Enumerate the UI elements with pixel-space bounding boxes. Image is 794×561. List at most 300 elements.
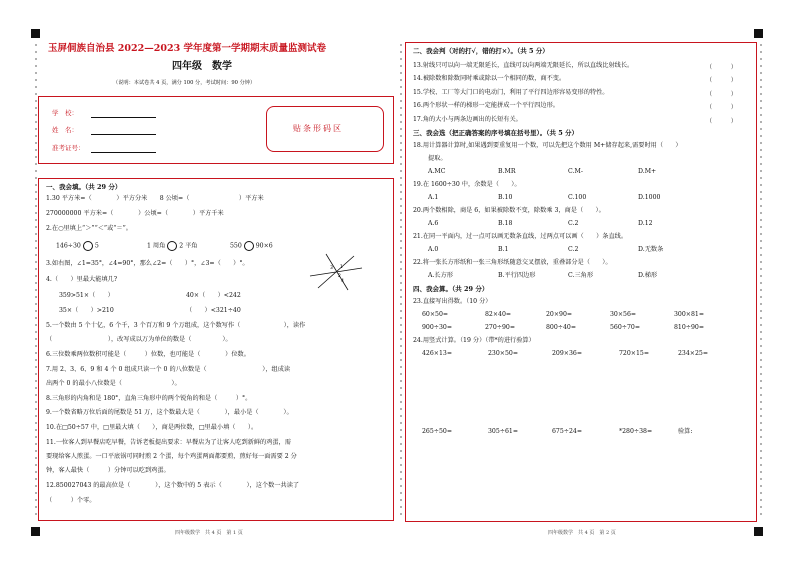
question-16: 16.两个形状一样的梯形一定能拼成一个平行四边形。 <box>413 102 559 109</box>
binding-dot <box>760 93 762 95</box>
option[interactable]: A.MC <box>428 168 446 175</box>
question-1a: 1.30 平方米=（ ）平方分米 8 公顷=（ ）平方米 <box>46 195 264 202</box>
question-4b: 40×（ ）<242 <box>186 292 241 299</box>
binding-dot <box>35 100 37 102</box>
exam-title: 玉屏侗族自治县 2022—2023 学年度第一学期期末质量监测试卷 <box>48 43 326 54</box>
option[interactable]: A.6 <box>428 220 439 227</box>
option[interactable]: D.1000 <box>638 194 661 201</box>
question-6: 6.三位数乘两位数积可能是（ ）位数，也可能是（ ）位数。 <box>46 351 250 358</box>
binding-dot <box>400 184 402 186</box>
binding-dot <box>400 513 402 515</box>
binding-dot <box>35 177 37 179</box>
binding-dot <box>760 450 762 452</box>
question-23: 23.直接写出得数。（10 分） <box>413 298 492 305</box>
question-17: 17.角的大小与两条边画出的长短有关。 <box>413 116 522 123</box>
binding-dot <box>400 261 402 263</box>
calc-item: 426×13= <box>422 350 453 357</box>
svg-text:4: 4 <box>341 279 344 284</box>
binding-dot <box>35 408 37 410</box>
binding-dot <box>35 422 37 424</box>
binding-dot <box>400 289 402 291</box>
binding-dot <box>760 142 762 144</box>
binding-dot <box>35 44 37 46</box>
binding-dot <box>760 464 762 466</box>
binding-dot <box>35 156 37 158</box>
binding-dot <box>400 79 402 81</box>
math-item: 82×40= <box>485 311 512 318</box>
binding-dot <box>35 107 37 109</box>
binding-dot <box>760 289 762 291</box>
binding-dot <box>400 212 402 214</box>
binding-dot <box>760 177 762 179</box>
calc-item: 209×36= <box>552 350 583 357</box>
registration-mark <box>754 527 763 536</box>
binding-dot <box>400 240 402 242</box>
id-label: 准考证号： <box>52 144 85 152</box>
math-item: 900÷30= <box>422 324 453 331</box>
binding-dot <box>35 72 37 74</box>
binding-dot <box>400 387 402 389</box>
option[interactable]: D.无数条 <box>638 246 664 253</box>
question-21: 21.在同一平面内，过一点可以画无数条直线，过两点可以画（ ）条直线。 <box>413 233 628 240</box>
binding-dot <box>35 142 37 144</box>
binding-dot <box>400 135 402 137</box>
question-9: 9.一个数省略万位后面的尾数是 51 万，这个数最大是（ ），最小是（ ）。 <box>46 409 293 416</box>
option[interactable]: A.1 <box>428 194 439 201</box>
binding-dot <box>35 86 37 88</box>
binding-dot <box>400 170 402 172</box>
binding-dot <box>760 254 762 256</box>
binding-dot <box>760 296 762 298</box>
binding-dot <box>760 79 762 81</box>
exam-note: （说明：本试卷共 4 页，满分 100 分，考试时间：90 分钟） <box>113 80 256 86</box>
binding-dot <box>400 352 402 354</box>
binding-dot <box>35 247 37 249</box>
binding-dot <box>400 485 402 487</box>
registration-mark <box>31 29 40 38</box>
calc-item: 230×50= <box>488 350 519 357</box>
binding-dot <box>400 44 402 46</box>
binding-dot <box>400 464 402 466</box>
binding-dot <box>400 492 402 494</box>
binding-dot <box>35 513 37 515</box>
binding-dot <box>760 359 762 361</box>
compare-circle[interactable] <box>83 241 93 251</box>
binding-dot <box>35 219 37 221</box>
student-info-box <box>38 96 394 164</box>
binding-dot <box>35 478 37 480</box>
option[interactable]: B.平行四边形 <box>498 272 536 279</box>
binding-dot <box>760 184 762 186</box>
option[interactable]: B.10 <box>498 194 513 201</box>
binding-dot <box>400 72 402 74</box>
option[interactable]: C.M- <box>568 168 583 175</box>
question-4d: （ ）<321÷40 <box>186 307 241 314</box>
question-3: 3.如右图，∠1=35°，∠4=90°，那么∠2=（ ）°，∠3=（ ）°。 <box>46 260 249 267</box>
angle-figure <box>308 252 364 292</box>
binding-dot <box>35 492 37 494</box>
binding-dot <box>760 394 762 396</box>
binding-dot <box>400 65 402 67</box>
binding-dot <box>760 128 762 130</box>
section-heading: 一、我会填。（共 29 分） <box>46 183 122 191</box>
binding-dot <box>400 93 402 95</box>
section-heading: 二、我会判（对的打√，错的打×）。（共 5 分） <box>413 47 549 55</box>
binding-dot <box>760 387 762 389</box>
binding-dot <box>760 51 762 53</box>
question-7a: 7.用 2、3、6、9 和 4 个 0 组成只读一个 0 的八位数是（ ），组成读 <box>46 366 291 373</box>
answer-blank[interactable]: （ ） <box>706 118 737 125</box>
question-12b: （ ）个零。 <box>46 497 96 504</box>
binding-dot <box>760 436 762 438</box>
registration-mark <box>31 527 40 536</box>
binding-dot <box>400 366 402 368</box>
binding-dot <box>760 408 762 410</box>
binding-dot <box>400 226 402 228</box>
binding-dot <box>760 65 762 67</box>
binding-dot <box>760 401 762 403</box>
binding-dot <box>400 254 402 256</box>
binding-dot <box>35 331 37 333</box>
question-22: 22.将一张长方形纸和一张三角形纸随意交叉摆放，重叠部分是（ ）。 <box>413 259 612 266</box>
binding-dot <box>760 471 762 473</box>
page-footer: 四年级数学 共 4 页 第 1 页 <box>175 530 243 536</box>
option[interactable]: B.MR <box>498 168 516 175</box>
calc-item: 675÷24= <box>552 428 583 435</box>
question-14: 14.被除数和除数同时乘或除以一个相同的数，商不变。 <box>413 75 566 82</box>
binding-dot <box>760 282 762 284</box>
compare-right: 90×6 <box>255 242 273 250</box>
binding-dot <box>35 135 37 137</box>
binding-dot <box>760 100 762 102</box>
binding-dot <box>400 282 402 284</box>
binding-dot <box>760 303 762 305</box>
binding-dot <box>35 114 37 116</box>
binding-dot <box>35 415 37 417</box>
binding-dot <box>760 247 762 249</box>
binding-dot <box>35 170 37 172</box>
binding-dot <box>400 58 402 60</box>
answer-blank[interactable]: （ ） <box>706 77 737 84</box>
binding-dot <box>35 205 37 207</box>
binding-dot <box>760 268 762 270</box>
binding-dot <box>760 513 762 515</box>
binding-dot <box>35 387 37 389</box>
binding-dot <box>760 310 762 312</box>
math-item: 810÷90= <box>674 324 705 331</box>
binding-dot <box>35 93 37 95</box>
binding-dot <box>400 198 402 200</box>
binding-dot <box>400 345 402 347</box>
option[interactable]: B.18 <box>498 220 513 227</box>
option[interactable]: B.1 <box>498 246 509 253</box>
binding-dot <box>35 338 37 340</box>
question-11a: 11.一位客人到早餐店吃早餐，告诉老板提出要求：早餐店为了让客人吃到新鲜的鸡蛋，需 <box>46 439 291 446</box>
binding-dot <box>400 331 402 333</box>
binding-dot <box>400 338 402 340</box>
binding-dot <box>400 100 402 102</box>
binding-dot <box>400 303 402 305</box>
math-item: 20×90= <box>546 311 573 318</box>
binding-dot <box>760 499 762 501</box>
compare-left: 550 <box>230 242 242 250</box>
binding-dot <box>400 471 402 473</box>
binding-dot <box>35 163 37 165</box>
binding-dot <box>400 380 402 382</box>
binding-dot <box>35 275 37 277</box>
answer-blank[interactable]: （ ） <box>706 64 737 71</box>
barcode-area <box>266 106 384 152</box>
binding-dot <box>760 261 762 263</box>
binding-dot <box>35 464 37 466</box>
binding-dot <box>760 457 762 459</box>
svg-text:2: 2 <box>338 274 341 279</box>
binding-dot <box>400 268 402 270</box>
compare-right: 2 平角 <box>179 242 198 250</box>
answer-blank[interactable]: （ ） <box>706 104 737 111</box>
math-item: 30×56= <box>610 311 637 318</box>
question-4a: 359>51×（ ） <box>59 292 114 299</box>
binding-dot <box>400 422 402 424</box>
math-item: 270÷90= <box>485 324 516 331</box>
question-18a: 18.用计算器计算时,如果遇到要重复用一个数，可以先把这个数用 M+储存起来,需要时用（ ） <box>413 142 682 149</box>
question-24: 24.用竖式计算。（19 分）（带*的进行验算） <box>413 337 535 344</box>
binding-dot <box>400 247 402 249</box>
binding-dot <box>400 373 402 375</box>
binding-dot <box>400 205 402 207</box>
binding-dot <box>35 366 37 368</box>
binding-dot <box>400 394 402 396</box>
math-item: 300×81= <box>674 311 705 318</box>
binding-dot <box>400 443 402 445</box>
question-4: 4.（ ）里最大能填几? <box>46 276 118 283</box>
binding-dot <box>760 422 762 424</box>
binding-dot <box>35 506 37 508</box>
option[interactable]: D.M+ <box>638 168 657 175</box>
page-footer: 四年级数学 共 4 页 第 2 页 <box>548 530 616 536</box>
calc-item: 234×25= <box>678 350 709 357</box>
binding-dot <box>760 380 762 382</box>
binding-dot <box>760 443 762 445</box>
binding-dot <box>35 310 37 312</box>
answer-blank[interactable]: （ ） <box>706 91 737 98</box>
question-4c: 35×（ ）>210 <box>59 307 114 314</box>
binding-dot <box>35 65 37 67</box>
binding-dot <box>760 492 762 494</box>
binding-dot <box>35 184 37 186</box>
compare-circle[interactable] <box>167 241 177 251</box>
binding-dot <box>760 72 762 74</box>
binding-dot <box>400 310 402 312</box>
binding-dot <box>400 429 402 431</box>
compare-left: 146÷30 <box>56 242 81 250</box>
question-1b: 270000000 平方米=（ ）公顷=（ ）平方千米 <box>46 210 224 217</box>
exam-subject: 四年级 数学 <box>172 61 232 72</box>
binding-dot <box>400 233 402 235</box>
question-19: 19.在 1600÷30 中，余数是（ ）。 <box>413 181 521 188</box>
binding-dot <box>400 478 402 480</box>
binding-dot <box>760 226 762 228</box>
name-field[interactable] <box>91 134 156 135</box>
calc-item: 265÷50= <box>422 428 453 435</box>
question-7b: 出两个 0 的最小八位数是（ ）。 <box>46 380 181 387</box>
binding-dot <box>35 457 37 459</box>
binding-dot <box>35 212 37 214</box>
binding-dot <box>35 191 37 193</box>
binding-dot <box>760 44 762 46</box>
binding-dot <box>35 380 37 382</box>
binding-dot <box>400 128 402 130</box>
question-2: 2.在○里填上“＞”“＜”或“＝”。 <box>46 225 132 232</box>
binding-dot <box>760 366 762 368</box>
binding-dot <box>760 352 762 354</box>
binding-dot <box>35 359 37 361</box>
option[interactable]: C.三角形 <box>568 272 594 279</box>
binding-dot <box>760 478 762 480</box>
binding-dot <box>400 506 402 508</box>
school-field[interactable] <box>91 117 156 118</box>
binding-dot <box>35 352 37 354</box>
question-20: 20.两个数相除，商是 6，如果被除数不变，除数乘 3，商是（ ）。 <box>413 207 605 214</box>
binding-dot <box>400 149 402 151</box>
binding-dot <box>35 282 37 284</box>
option[interactable]: C.100 <box>568 194 587 201</box>
binding-dot <box>35 261 37 263</box>
option[interactable]: D.12 <box>638 220 653 227</box>
binding-dot <box>35 233 37 235</box>
binding-dot <box>400 415 402 417</box>
option[interactable]: D.梯形 <box>638 272 658 279</box>
binding-dot <box>35 51 37 53</box>
binding-dot <box>35 324 37 326</box>
binding-dot <box>35 373 37 375</box>
binding-dot <box>400 156 402 158</box>
binding-dot <box>35 226 37 228</box>
binding-dot <box>35 79 37 81</box>
binding-dot <box>760 233 762 235</box>
binding-dot <box>760 317 762 319</box>
id-field[interactable] <box>91 152 156 153</box>
binding-dot <box>400 191 402 193</box>
svg-text:3: 3 <box>330 266 333 271</box>
option[interactable]: A.长方形 <box>428 272 453 279</box>
binding-dot <box>35 240 37 242</box>
binding-dot <box>760 135 762 137</box>
binding-dot <box>35 289 37 291</box>
binding-dot <box>400 408 402 410</box>
binding-dot <box>760 429 762 431</box>
binding-dot <box>400 499 402 501</box>
question-11c: 钟，客人最快（ ）分钟可以吃到鸡蛋。 <box>46 467 170 474</box>
binding-dot <box>35 436 37 438</box>
binding-dot <box>35 254 37 256</box>
binding-dot <box>760 324 762 326</box>
binding-dot <box>760 205 762 207</box>
question-13: 13.射线只可以向一端无限延长，直线可以向两端无限延长，所以直线比射线长。 <box>413 62 634 69</box>
binding-dot <box>400 450 402 452</box>
binding-dot <box>400 86 402 88</box>
calc-item: *280÷38= <box>619 428 653 435</box>
binding-dot <box>35 450 37 452</box>
binding-dot <box>760 373 762 375</box>
binding-dot <box>760 191 762 193</box>
school-label: 学 校： <box>52 109 78 117</box>
option[interactable]: A.0 <box>428 246 439 253</box>
question-15: 15.学校、工厂等大门口的电动门，利用了平行四边形容易变形的特性。 <box>413 89 609 96</box>
binding-dot <box>400 142 402 144</box>
name-label: 姓 名： <box>52 126 78 134</box>
binding-dot <box>760 149 762 151</box>
binding-dot <box>35 394 37 396</box>
binding-dot <box>400 457 402 459</box>
question-11b: 要现给客人煎蛋。一口平底锅可同时煎 2 个蛋，每个鸡蛋两面都要煎，煎好每一面需要 2 分 <box>46 453 297 460</box>
section-heading: 三、我会选（把正确答案的序号填在括号里）。（共 5 分） <box>413 129 579 137</box>
binding-dot <box>760 107 762 109</box>
binding-dot <box>35 296 37 298</box>
compare-right: 5 <box>94 242 99 250</box>
binding-dot <box>400 317 402 319</box>
binding-dot <box>400 121 402 123</box>
option[interactable]: C.2 <box>568 220 579 227</box>
binding-dot <box>400 51 402 53</box>
binding-dot <box>760 485 762 487</box>
binding-dot <box>35 58 37 60</box>
binding-dot <box>400 436 402 438</box>
math-item: 800÷40= <box>546 324 577 331</box>
question-5a: 5.一个数由 5 个十亿，6 个千，3 个百万和 9 个万组成，这个数写作（ ），读作 <box>46 322 306 329</box>
binding-dot <box>400 401 402 403</box>
question-5b: （ ），改写成以万为单位的数是（ ）。 <box>46 336 232 343</box>
binding-dot <box>760 58 762 60</box>
binding-dot <box>760 338 762 340</box>
calc-item: 720×15= <box>619 350 650 357</box>
binding-dot <box>400 177 402 179</box>
binding-dot <box>760 212 762 214</box>
binding-dot <box>760 240 762 242</box>
question-10: 10.在□50÷57 中，□里最大填（ ），商是两位数，□里最小填（ ）。 <box>46 424 258 431</box>
right-question-panel <box>405 42 757 522</box>
binding-dot <box>760 156 762 158</box>
option[interactable]: C.2 <box>568 246 579 253</box>
binding-dot <box>760 345 762 347</box>
question-12a: 12.850027043 的最高位是（ ），这个数中的 5 表示（ ），这个数一共读了 <box>46 482 300 489</box>
question-18b: 提取。 <box>428 155 447 162</box>
math-item: 560÷70= <box>610 324 641 331</box>
compare-left: 1 周角 <box>147 242 166 250</box>
binding-dot <box>400 359 402 361</box>
binding-dot <box>760 121 762 123</box>
binding-dot <box>400 163 402 165</box>
binding-dot <box>760 275 762 277</box>
binding-dot <box>760 506 762 508</box>
calc-item: 305÷61= <box>488 428 519 435</box>
binding-dot <box>400 324 402 326</box>
binding-dot <box>760 163 762 165</box>
binding-dot <box>35 401 37 403</box>
binding-dot <box>760 114 762 116</box>
section-heading: 四、我会算。（共 29 分） <box>413 285 489 293</box>
binding-dot <box>35 471 37 473</box>
binding-dot <box>35 121 37 123</box>
binding-dot <box>760 170 762 172</box>
binding-dot <box>35 198 37 200</box>
binding-dot <box>35 485 37 487</box>
binding-dot <box>760 331 762 333</box>
compare-circle[interactable] <box>244 241 254 251</box>
binding-dot <box>760 219 762 221</box>
binding-dot <box>35 499 37 501</box>
binding-dot <box>35 303 37 305</box>
